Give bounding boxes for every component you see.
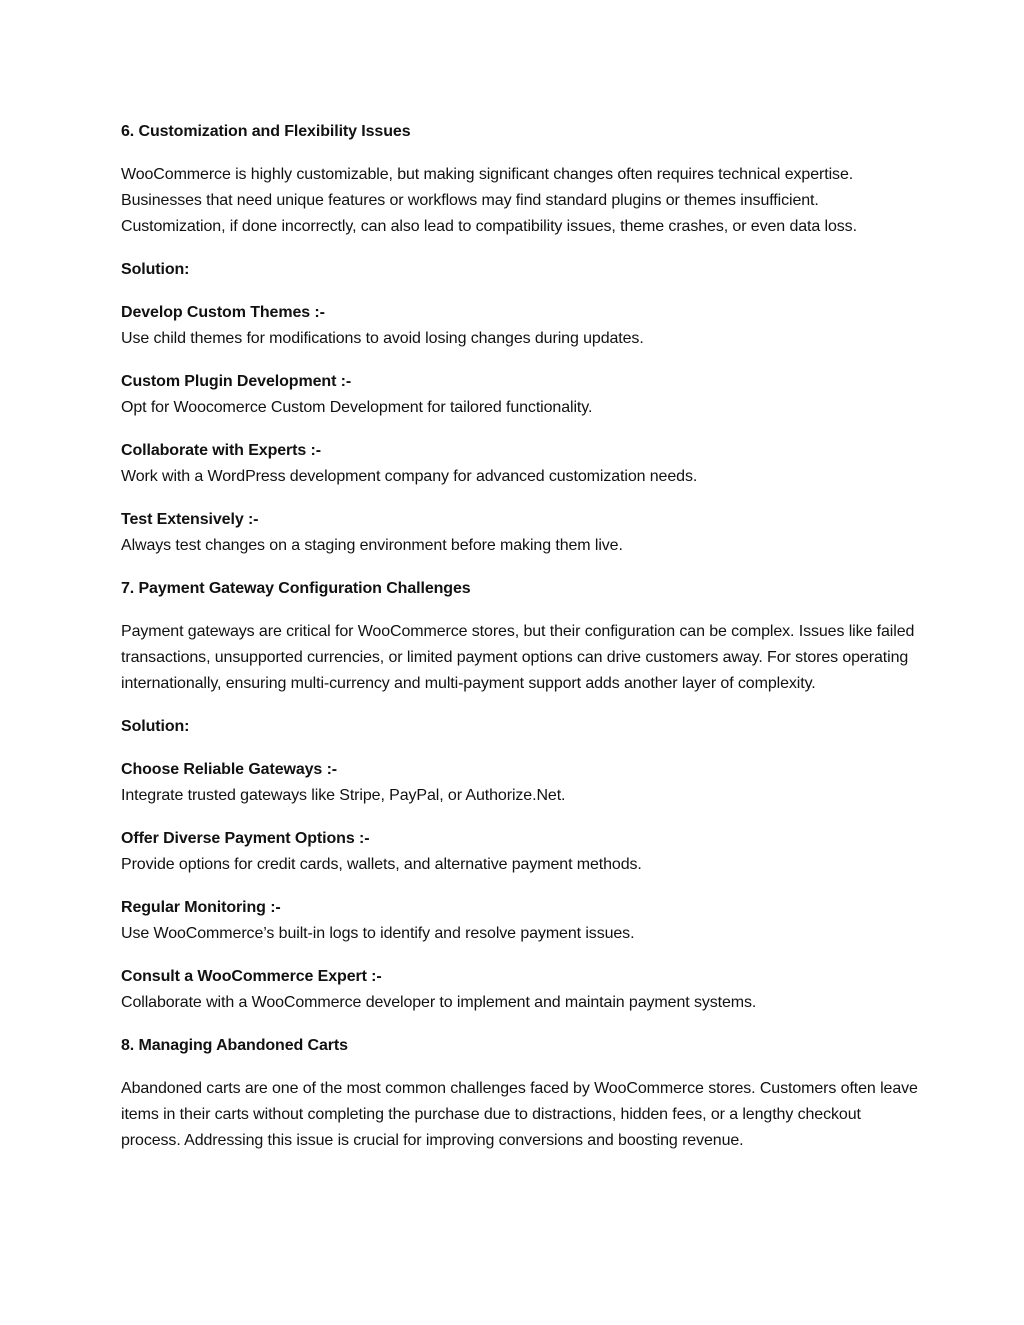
solution-item [121, 438, 921, 490]
solution-label: Solution: [121, 261, 190, 278]
solution-item-title: Offer Diverse Payment Options :- [121, 830, 370, 847]
solution-item-title: Custom Plugin Development :- [121, 373, 352, 390]
section-paragraph: WooCommerce is highly customizable, but making significant changes often requires technical expertise. Businesses that need unique features or workflows may find standard plugins or themes insufficient. Customization, if done incorrectly, can also lead to compatibility issues, theme crashes, or even data loss. [121, 166, 857, 235]
solution-item [121, 300, 921, 352]
section-heading: 8. Managing Abandoned Carts [121, 1037, 348, 1054]
solution-item-title: Collaborate with Experts :- [121, 442, 321, 459]
solution-item-text: Opt for Woocomerce Custom Development for tailored functionality. [121, 399, 593, 416]
solution-item [121, 369, 921, 421]
solution-item-title: Consult a WooCommerce Expert :- [121, 968, 382, 985]
solution-item [121, 757, 921, 809]
section-paragraph: Payment gateways are critical for WooCommerce stores, but their configuration can be complex. Issues like failed transactions, unsupported currencies, or limited payment options can drive customers away. For stores operating internationally, ensuring multi-currency and multi-payment support adds another layer of complexity. [121, 623, 915, 692]
section-heading: 6. Customization and Flexibility Issues [121, 123, 411, 140]
solution-label: Solution: [121, 718, 190, 735]
solution-item [121, 507, 921, 559]
solution-item-text: Integrate trusted gateways like Stripe, PayPal, or Authorize.Net. [121, 787, 566, 804]
solution-item-text: Use WooCommerce’s built-in logs to identify and resolve payment issues. [121, 925, 635, 942]
solution-item-text: Collaborate with a WooCommerce developer to implement and maintain payment systems. [121, 994, 757, 1011]
document-page [121, 119, 921, 1171]
solution-item-title: Regular Monitoring :- [121, 899, 281, 916]
solution-item-text: Work with a WordPress development company for advanced customization needs. [121, 468, 698, 485]
solution-item-title: Test Extensively :- [121, 511, 259, 528]
solution-item [121, 895, 921, 947]
solution-item [121, 826, 921, 878]
section-paragraph: Abandoned carts are one of the most common challenges faced by WooCommerce stores. Customers often leave items in their carts without completing the purchase due to distractions, hidden fees, or a lengthy checkout process. Addressing this issue is crucial for improving conversions and boosting revenue. [121, 1080, 918, 1149]
section-heading: 7. Payment Gateway Configuration Challenges [121, 580, 471, 597]
solution-item [121, 964, 921, 1016]
solution-item-text: Always test changes on a staging environment before making them live. [121, 537, 623, 554]
solution-item-title: Choose Reliable Gateways :- [121, 761, 338, 778]
solution-item-text: Provide options for credit cards, wallets, and alternative payment methods. [121, 856, 642, 873]
solution-item-text: Use child themes for modifications to avoid losing changes during updates. [121, 330, 644, 347]
solution-item-title: Develop Custom Themes :- [121, 304, 325, 321]
